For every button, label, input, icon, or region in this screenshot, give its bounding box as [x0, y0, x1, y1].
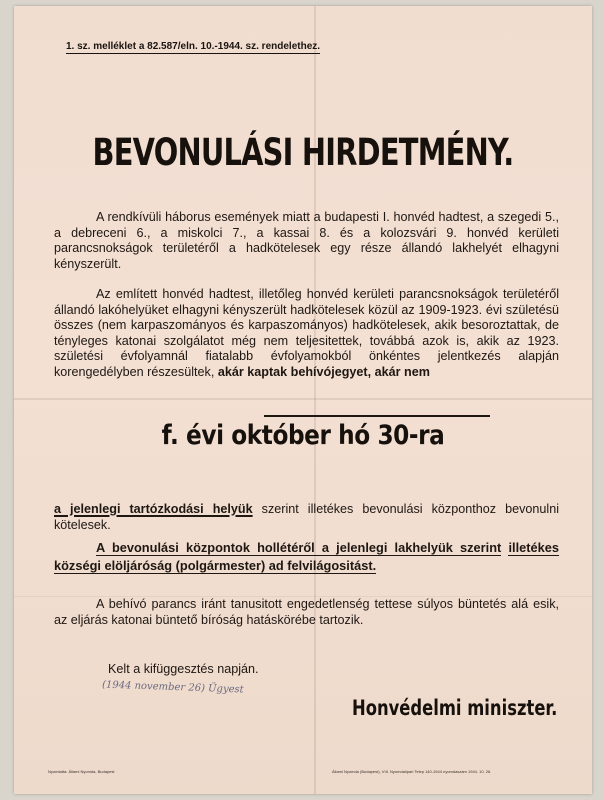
dated-line: Kelt a kifüggesztés napján.	[108, 662, 259, 676]
reference-line: 1. sz. melléklet a 82.587/eln. 10.-1944. sz. rendelethez.	[66, 41, 321, 52]
paragraph-4-line-1: A bevonulási központok hollétéről a jelenlegi lakhelyük szerint	[96, 540, 502, 555]
paragraph-2	[54, 287, 559, 380]
paragraph-2-text: Az említett honvéd hadtest, illetőleg honvéd kerületi parancsnokságok területéről állandó lakóhelyüket elhagyni kényszerült hadkötelesek közül az 1909-1923. évi születésü összes (nem karpaszományos és karpaszományos) hadkötelesek, akik besoroztattak, de tényleges katonai szolgálatot még nem teljesitettek, továbbá azok is, akik az 1923. születési évfolyamnál fiatalabb évfolyamokból önkéntes jelentkezés alapján korengedélyben részesültek,	[54, 287, 559, 379]
signature: Honvédelmi miniszter.	[352, 696, 558, 720]
conscription-poster	[14, 6, 592, 794]
paragraph-4-line-2: illetékes községi elöljáróság (polgármester) ad felvilágositást.	[54, 540, 559, 573]
paragraph-5: A behívó parancs iránt tanusitott engedetlenség tettese súlyos büntetés alá esik, az eljárás katonai büntető bíróság hatáskörébe tartozik.	[54, 597, 559, 627]
poster-title: BEVONULÁSI HIRDETMÉNY.	[92, 131, 514, 174]
paragraph-2-underline	[264, 415, 490, 417]
paragraph-3-text: szerint illetékes bevonulási központhoz bevonulni kötelesek.	[54, 502, 559, 532]
date-line: f. évi október hó 30-ra	[161, 420, 445, 451]
paragraph-4	[54, 539, 559, 575]
printer-note-right: Állami Nyomda (Budapest), VIII. Nyomdaiipari Telep 140-1944 nyomdaszám 1944. 10. 26.	[332, 769, 492, 774]
paragraph-3	[54, 502, 559, 533]
paragraph-1: A rendkívüli háborus események miatt a budapesti I. honvéd hadtest, a szegedi 5., a debreceni 6., a miskolci 7., a kassai 8. és a kolozsvári 9. honvéd kerületi parancsnokságok területéről a hadkötelesek egy része állandó lakhelyét elhagyni kényszerült.	[54, 210, 559, 271]
paper-fold-vertical	[314, 6, 316, 794]
paragraph-3-bold: a jelenlegi tartózkodási helyük	[54, 502, 253, 516]
handwritten-note: (1944 november 26) Ügyest	[101, 679, 244, 696]
paragraph-2-bold: akár kaptak behívójegyet, akár nem	[217, 364, 430, 379]
paper-fold-horizontal	[14, 398, 592, 400]
printer-note-left: Nyomtatta: Állami Nyomda, Budapest	[48, 769, 115, 774]
